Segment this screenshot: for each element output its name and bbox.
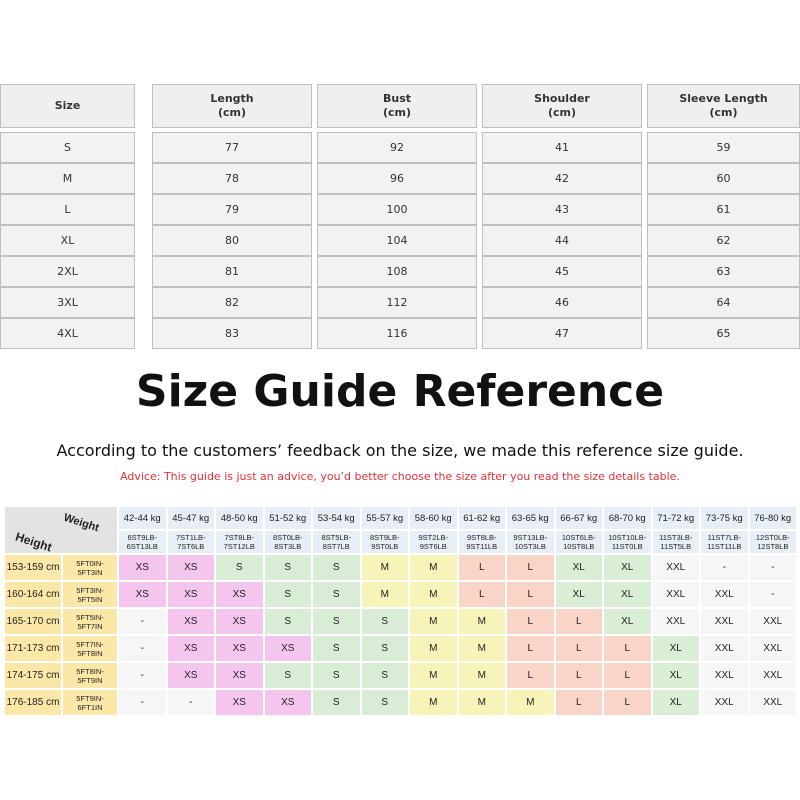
advice-note: Advice: This guide is just an advice, you’d better choose the size after you read the size details table. (120, 470, 680, 483)
weight-st-line: 11ST0LB (611, 542, 643, 551)
size-cell: S (264, 608, 313, 635)
weight-st-header (458, 530, 507, 554)
size-cell: L (555, 689, 604, 716)
size-table-cell: L (0, 194, 135, 225)
weight-st-line: 8ST9LB- (369, 533, 400, 542)
size-cell: XXL (652, 581, 701, 608)
weight-st-line: 11ST3LB- (659, 533, 693, 542)
weight-kg-header: 51-52 kg (264, 506, 313, 530)
size-table-row (0, 318, 800, 349)
size-cell: S (312, 608, 361, 635)
size-table-cell: 61 (647, 194, 800, 225)
size-cell: XS (118, 554, 167, 581)
size-cell: - (749, 554, 798, 581)
header-label: Size (54, 99, 81, 112)
size-cell: S (264, 662, 313, 689)
size-table-cell: M (0, 163, 135, 194)
size-cell: L (555, 608, 604, 635)
size-table-cell: 83 (152, 318, 312, 349)
size-cell: L (506, 662, 555, 689)
size-cell: L (603, 689, 652, 716)
weight-kg-header: 76-80 kg (749, 506, 798, 530)
size-table-cell: 104 (317, 225, 477, 256)
size-cell: S (312, 554, 361, 581)
height-ft-line: 5FT5IN (77, 594, 103, 604)
size-cell: XXL (700, 635, 749, 662)
weight-st-line: 7ST1LB- (175, 533, 206, 542)
size-table-cell: 96 (317, 163, 477, 194)
size-cell: XXL (700, 662, 749, 689)
size-cell: XS (167, 635, 216, 662)
size-cell: XL (652, 635, 701, 662)
size-cell: XL (652, 662, 701, 689)
size-cell: - (118, 608, 167, 635)
size-cell: XXL (749, 689, 798, 716)
size-table-cell: 43 (482, 194, 642, 225)
weight-st-line: 7ST12LB (223, 542, 255, 551)
weight-kg-header: 58-60 kg (409, 506, 458, 530)
size-cell: M (409, 608, 458, 635)
size-table-cell: 41 (482, 132, 642, 163)
size-cell: XL (555, 554, 604, 581)
size-cell: XS (167, 581, 216, 608)
size-cell: XL (555, 581, 604, 608)
size-reference-grid (4, 506, 797, 718)
weight-st-line: 12ST0LB- (755, 533, 790, 542)
size-table-row (0, 225, 800, 256)
size-cell: L (458, 554, 507, 581)
size-cell: XS (215, 581, 264, 608)
size-table-header-row (0, 84, 800, 128)
size-cell: M (506, 689, 555, 716)
size-cell: S (215, 554, 264, 581)
height-ft-line: 5FT3IN (77, 567, 103, 577)
size-cell: L (506, 635, 555, 662)
header-unit: (cm) (547, 106, 577, 119)
size-table-header-cell (152, 84, 312, 128)
weight-kg-header: 45-47 kg (167, 506, 216, 530)
weight-kg-header: 48-50 kg (215, 506, 264, 530)
size-cell: XS (215, 635, 264, 662)
height-ft-line: 6FT1IN (77, 702, 103, 712)
weight-st-header (652, 530, 701, 554)
size-table-cell: 92 (317, 132, 477, 163)
weight-st-line: 7ST8LB- (224, 533, 255, 542)
size-table-cell: 65 (647, 318, 800, 349)
height-ft-label (62, 554, 118, 581)
size-cell: M (361, 581, 410, 608)
size-table-row (0, 287, 800, 318)
size-table-cell: 60 (647, 163, 800, 194)
size-table-cell: 63 (647, 256, 800, 287)
size-cell: L (603, 635, 652, 662)
size-cell: M (458, 608, 507, 635)
size-table-header-cell (647, 84, 800, 128)
weight-st-header (700, 530, 749, 554)
size-table-cell: 62 (647, 225, 800, 256)
height-ft-line: 5FT5IN- (76, 612, 104, 622)
size-cell: XL (603, 581, 652, 608)
guide-subtitle: According to the customers’ feedback on the size, we made this reference size guide. (56, 441, 744, 460)
corner-height-label: Height (13, 529, 54, 555)
size-cell: XXL (700, 608, 749, 635)
size-cell: M (361, 554, 410, 581)
weight-st-header (506, 530, 555, 554)
weight-st-header (361, 530, 410, 554)
size-cell: XL (652, 689, 701, 716)
weight-st-line: 10ST8LB (563, 542, 595, 551)
header-unit: (cm) (217, 106, 247, 119)
weight-st-line: 12ST8LB (757, 542, 789, 551)
height-ft-label (62, 635, 118, 662)
height-ft-line: 5FT8IN (77, 648, 103, 658)
size-table-cell: S (0, 132, 135, 163)
weight-kg-header: 61-62 kg (458, 506, 507, 530)
size-table-cell: 47 (482, 318, 642, 349)
header-unit: (cm) (382, 106, 412, 119)
weight-st-line: 10ST3LB (514, 542, 546, 551)
weight-st-line: 7ST6LB (177, 542, 205, 551)
header-label: Sleeve Length (679, 92, 768, 105)
size-cell: XXL (652, 554, 701, 581)
height-ft-line: 5FT9IN- (76, 693, 104, 703)
size-table-cell: 64 (647, 287, 800, 318)
size-cell: S (264, 554, 313, 581)
size-cell: XS (215, 608, 264, 635)
height-ft-line: 5FT9IN (77, 675, 103, 685)
weight-st-line: 9ST2LB- (418, 533, 449, 542)
size-cell: L (506, 554, 555, 581)
size-table-cell: 79 (152, 194, 312, 225)
page-title: Size Guide Reference (135, 366, 665, 417)
weight-st-line: 9ST6LB (419, 542, 447, 551)
size-table-cell: 80 (152, 225, 312, 256)
size-details-table (0, 84, 800, 346)
height-ft-label (62, 662, 118, 689)
weight-kg-header: 42-44 kg (118, 506, 167, 530)
size-table-cell: 108 (317, 256, 477, 287)
size-cell: L (555, 635, 604, 662)
weight-kg-header: 53-54 kg (312, 506, 361, 530)
height-cm-label: 160-164 cm (4, 581, 62, 608)
size-cell: S (361, 608, 410, 635)
size-cell: S (312, 635, 361, 662)
weight-st-line: 6ST9LB- (127, 533, 158, 542)
header-label: Shoulder (534, 92, 590, 105)
size-cell: S (312, 689, 361, 716)
size-table-cell: 82 (152, 287, 312, 318)
size-table-cell: 81 (152, 256, 312, 287)
grid-corner-header (4, 506, 118, 554)
size-cell: M (409, 635, 458, 662)
size-cell: M (409, 554, 458, 581)
weight-st-header (167, 530, 216, 554)
size-table-cell: 42 (482, 163, 642, 194)
size-table-cell: 44 (482, 225, 642, 256)
size-cell: XS (167, 554, 216, 581)
size-table-cell: 45 (482, 256, 642, 287)
weight-st-header (409, 530, 458, 554)
size-cell: XS (118, 581, 167, 608)
size-cell: XXL (749, 662, 798, 689)
weight-st-line: 10ST6LB- (561, 533, 596, 542)
corner-weight-label: Weight (62, 511, 101, 535)
size-table-cell: 3XL (0, 287, 135, 318)
height-cm-label: 171-173 cm (4, 635, 62, 662)
size-cell: XXL (749, 608, 798, 635)
height-cm-label: 176-185 cm (4, 689, 62, 716)
weight-kg-header: 63-65 kg (506, 506, 555, 530)
size-cell: L (458, 581, 507, 608)
weight-kg-header: 68-70 kg (603, 506, 652, 530)
height-ft-line: 5FT3IN- (76, 585, 104, 595)
size-table-cell: 77 (152, 132, 312, 163)
size-table-cell: 112 (317, 287, 477, 318)
weight-st-header (603, 530, 652, 554)
size-cell: - (700, 554, 749, 581)
size-table-cell: 46 (482, 287, 642, 318)
size-table-header-cell (0, 84, 135, 128)
size-cell: - (749, 581, 798, 608)
size-cell: XS (215, 689, 264, 716)
weight-st-line: 8ST3LB (274, 542, 302, 551)
height-ft-line: 5FT7IN- (76, 639, 104, 649)
size-cell: L (506, 581, 555, 608)
size-cell: M (409, 581, 458, 608)
weight-kg-header: 71-72 kg (652, 506, 701, 530)
weight-kg-header: 66-67 kg (555, 506, 604, 530)
size-cell: M (409, 662, 458, 689)
weight-st-line: 9ST0LB (371, 542, 399, 551)
size-cell: S (361, 689, 410, 716)
weight-st-line: 6ST13LB (126, 542, 158, 551)
height-ft-label (62, 689, 118, 716)
weight-st-header (555, 530, 604, 554)
size-table-header-cell (482, 84, 642, 128)
height-cm-label: 153-159 cm (4, 554, 62, 581)
weight-kg-header: 55-57 kg (361, 506, 410, 530)
weight-st-line: 10ST10LB- (608, 533, 647, 542)
weight-st-header (749, 530, 798, 554)
header-unit: (cm) (709, 106, 738, 119)
size-cell: L (603, 662, 652, 689)
size-cell: XL (603, 554, 652, 581)
size-table-header-cell (317, 84, 477, 128)
size-cell: - (167, 689, 216, 716)
size-table-cell: 100 (317, 194, 477, 225)
size-cell: XXL (652, 608, 701, 635)
size-table-cell: 59 (647, 132, 800, 163)
weight-st-line: 9ST13LB- (513, 533, 548, 542)
height-ft-label (62, 608, 118, 635)
size-cell: XS (264, 689, 313, 716)
weight-st-line: 8ST7LB (322, 542, 350, 551)
size-table-cell: XL (0, 225, 135, 256)
weight-st-header (118, 530, 167, 554)
weight-st-header (312, 530, 361, 554)
size-cell: - (118, 635, 167, 662)
size-cell: M (458, 662, 507, 689)
size-table-cell: 4XL (0, 318, 135, 349)
size-cell: - (118, 662, 167, 689)
size-table-row (0, 163, 800, 194)
size-table-cell: 116 (317, 318, 477, 349)
height-ft-line: 5FT8IN- (76, 666, 104, 676)
size-cell: XS (167, 662, 216, 689)
size-cell: XL (603, 608, 652, 635)
height-ft-line: 5FT0IN- (76, 558, 104, 568)
size-cell: L (506, 608, 555, 635)
size-cell: XXL (700, 581, 749, 608)
size-cell: XS (167, 608, 216, 635)
size-table-row (0, 256, 800, 287)
header-label: Bust (382, 92, 412, 105)
size-cell: M (458, 635, 507, 662)
height-ft-label (62, 581, 118, 608)
size-cell: - (118, 689, 167, 716)
size-table-cell: 78 (152, 163, 312, 194)
size-cell: M (409, 689, 458, 716)
size-cell: XXL (700, 689, 749, 716)
size-table-row (0, 132, 800, 163)
size-cell: S (361, 635, 410, 662)
size-cell: S (312, 581, 361, 608)
weight-st-line: 8ST0LB- (272, 533, 303, 542)
height-cm-label: 174-175 cm (4, 662, 62, 689)
weight-st-header (264, 530, 313, 554)
weight-st-line: 11ST5LB (660, 542, 692, 551)
weight-st-line: 9ST8LB- (466, 533, 497, 542)
height-ft-line: 5FT7IN (77, 621, 103, 631)
size-cell: XS (264, 635, 313, 662)
header-label: Length (210, 92, 254, 105)
size-cell: S (361, 662, 410, 689)
weight-st-line: 8ST5LB- (321, 533, 352, 542)
weight-st-line: 11ST7LB- (707, 533, 741, 542)
size-table-cell: 2XL (0, 256, 135, 287)
weight-st-header (215, 530, 264, 554)
size-cell: S (264, 581, 313, 608)
size-cell: XS (215, 662, 264, 689)
size-cell: L (555, 662, 604, 689)
size-cell: S (312, 662, 361, 689)
size-cell: M (458, 689, 507, 716)
size-cell: XXL (749, 635, 798, 662)
weight-kg-header: 73-75 kg (700, 506, 749, 530)
weight-st-line: 11ST11LB (707, 542, 742, 551)
height-cm-label: 165-170 cm (4, 608, 62, 635)
weight-st-line: 9ST11LB (466, 542, 498, 551)
size-table-row (0, 194, 800, 225)
